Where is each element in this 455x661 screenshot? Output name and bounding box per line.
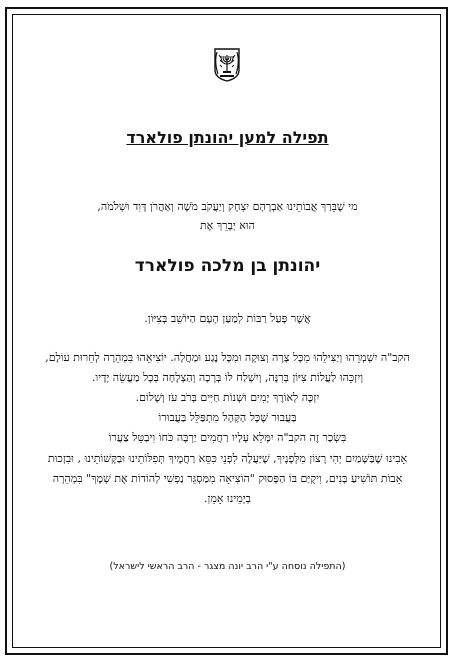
blessing-line: הוּא יְבָרֵךְ אֶת [199,219,256,232]
document-title: תפילה למען יהונתן פולארד [126,128,329,147]
blessing-line: מי שֶׁבֵּרַךְ אֲבוֹתֵינוּ אַבְרָהָם יִצְחָק וְיַעֲקֹב מֹשֶׁה וְאַהֲרֹן דָּוִד וּשְׁלֹמֹה, [97,200,358,213]
prayer-line: הקב"ה יִשְׁמְרֵהוּ וְיַצִּילֵהוּ מִכָּל צָרָה וְצוּקָה וּמִכָּל נֶגַע וּמַחֲלָה. יוֹצִיאֵהוּ בִּמְהֵרָה לְחֵרוּת עוֹלָם, [45,351,410,364]
prayer-line: וְיִזְכֵּהוּ לַעֲלוֹת צִיּוֹן בְּרִנָּה, וְיִשְׁלַח לוֹ בְּרָכָה וְהַצְלָחָה בְּכָל מַעֲשֵׂה יָדָיו. [91,371,364,384]
state-emblem-icon [212,46,242,82]
prayer-line: בִּשְׂכַר זֶה הקב"ה יִמָּלֵא עָלָיו רַחֲמִים יַרְבֶּה כֹּחוֹ וִיבַטֵּל צַעֲרוֹ [108,431,347,444]
blessing-line: אֲשֶׁר פָּעַל רַבּוֹת לְמַעַן הָעָם הַיּוֹשֵׁב בְּצִיּוֹן. [144,312,311,325]
prayer-line: יִזְכֶּה לְאוֹרֶךְ יָמִים וּשְׁנוֹת חַיִּים בְּרֹב עֹז וְשָׁלוֹם. [135,391,320,404]
prayer-line: בְיָמֵינוּ אָמֵן. [204,492,251,505]
footnote: (התפילה נוסחה ע"י הרב יונה מצגר - הרב הראשי לישראל) [109,561,346,572]
prayer-line: אָבִינוּ שֶׁבַּשָּׁמַיִם יְהִי רָצוֹן מִלְּפָנֶיךָ, שֶׁיַּעֲלֶה לִפְנֵי כִּסֵּא רַחֲמֶיךָ תְּפִלּוֹתֵינוּ וּבַקָּשׁוֹתֵינוּ , וּבִזְכוּת [47,452,408,465]
subject-name: יהונתן בן מלכה פולארד [134,256,321,276]
prayer-line: בַּעֲבוּר שֶׁכָּל הַקָּהָל מִתְפַּלֵּל בַּעֲבוּרוֹ [158,411,297,424]
prayer-line: אָבוֹת תּוֹשִׁיעַ בָּנִים, וִיקֻיַּם בּוֹ הַפָּסוּק "הוֹצִיאָה מִמַּסְגֵּר נַפְשִׁי לְהוֹדוֹת אֶת שְׁמֶךָ" בִּמְהֵרָה [52,472,403,485]
page-border-inner [12,14,441,648]
